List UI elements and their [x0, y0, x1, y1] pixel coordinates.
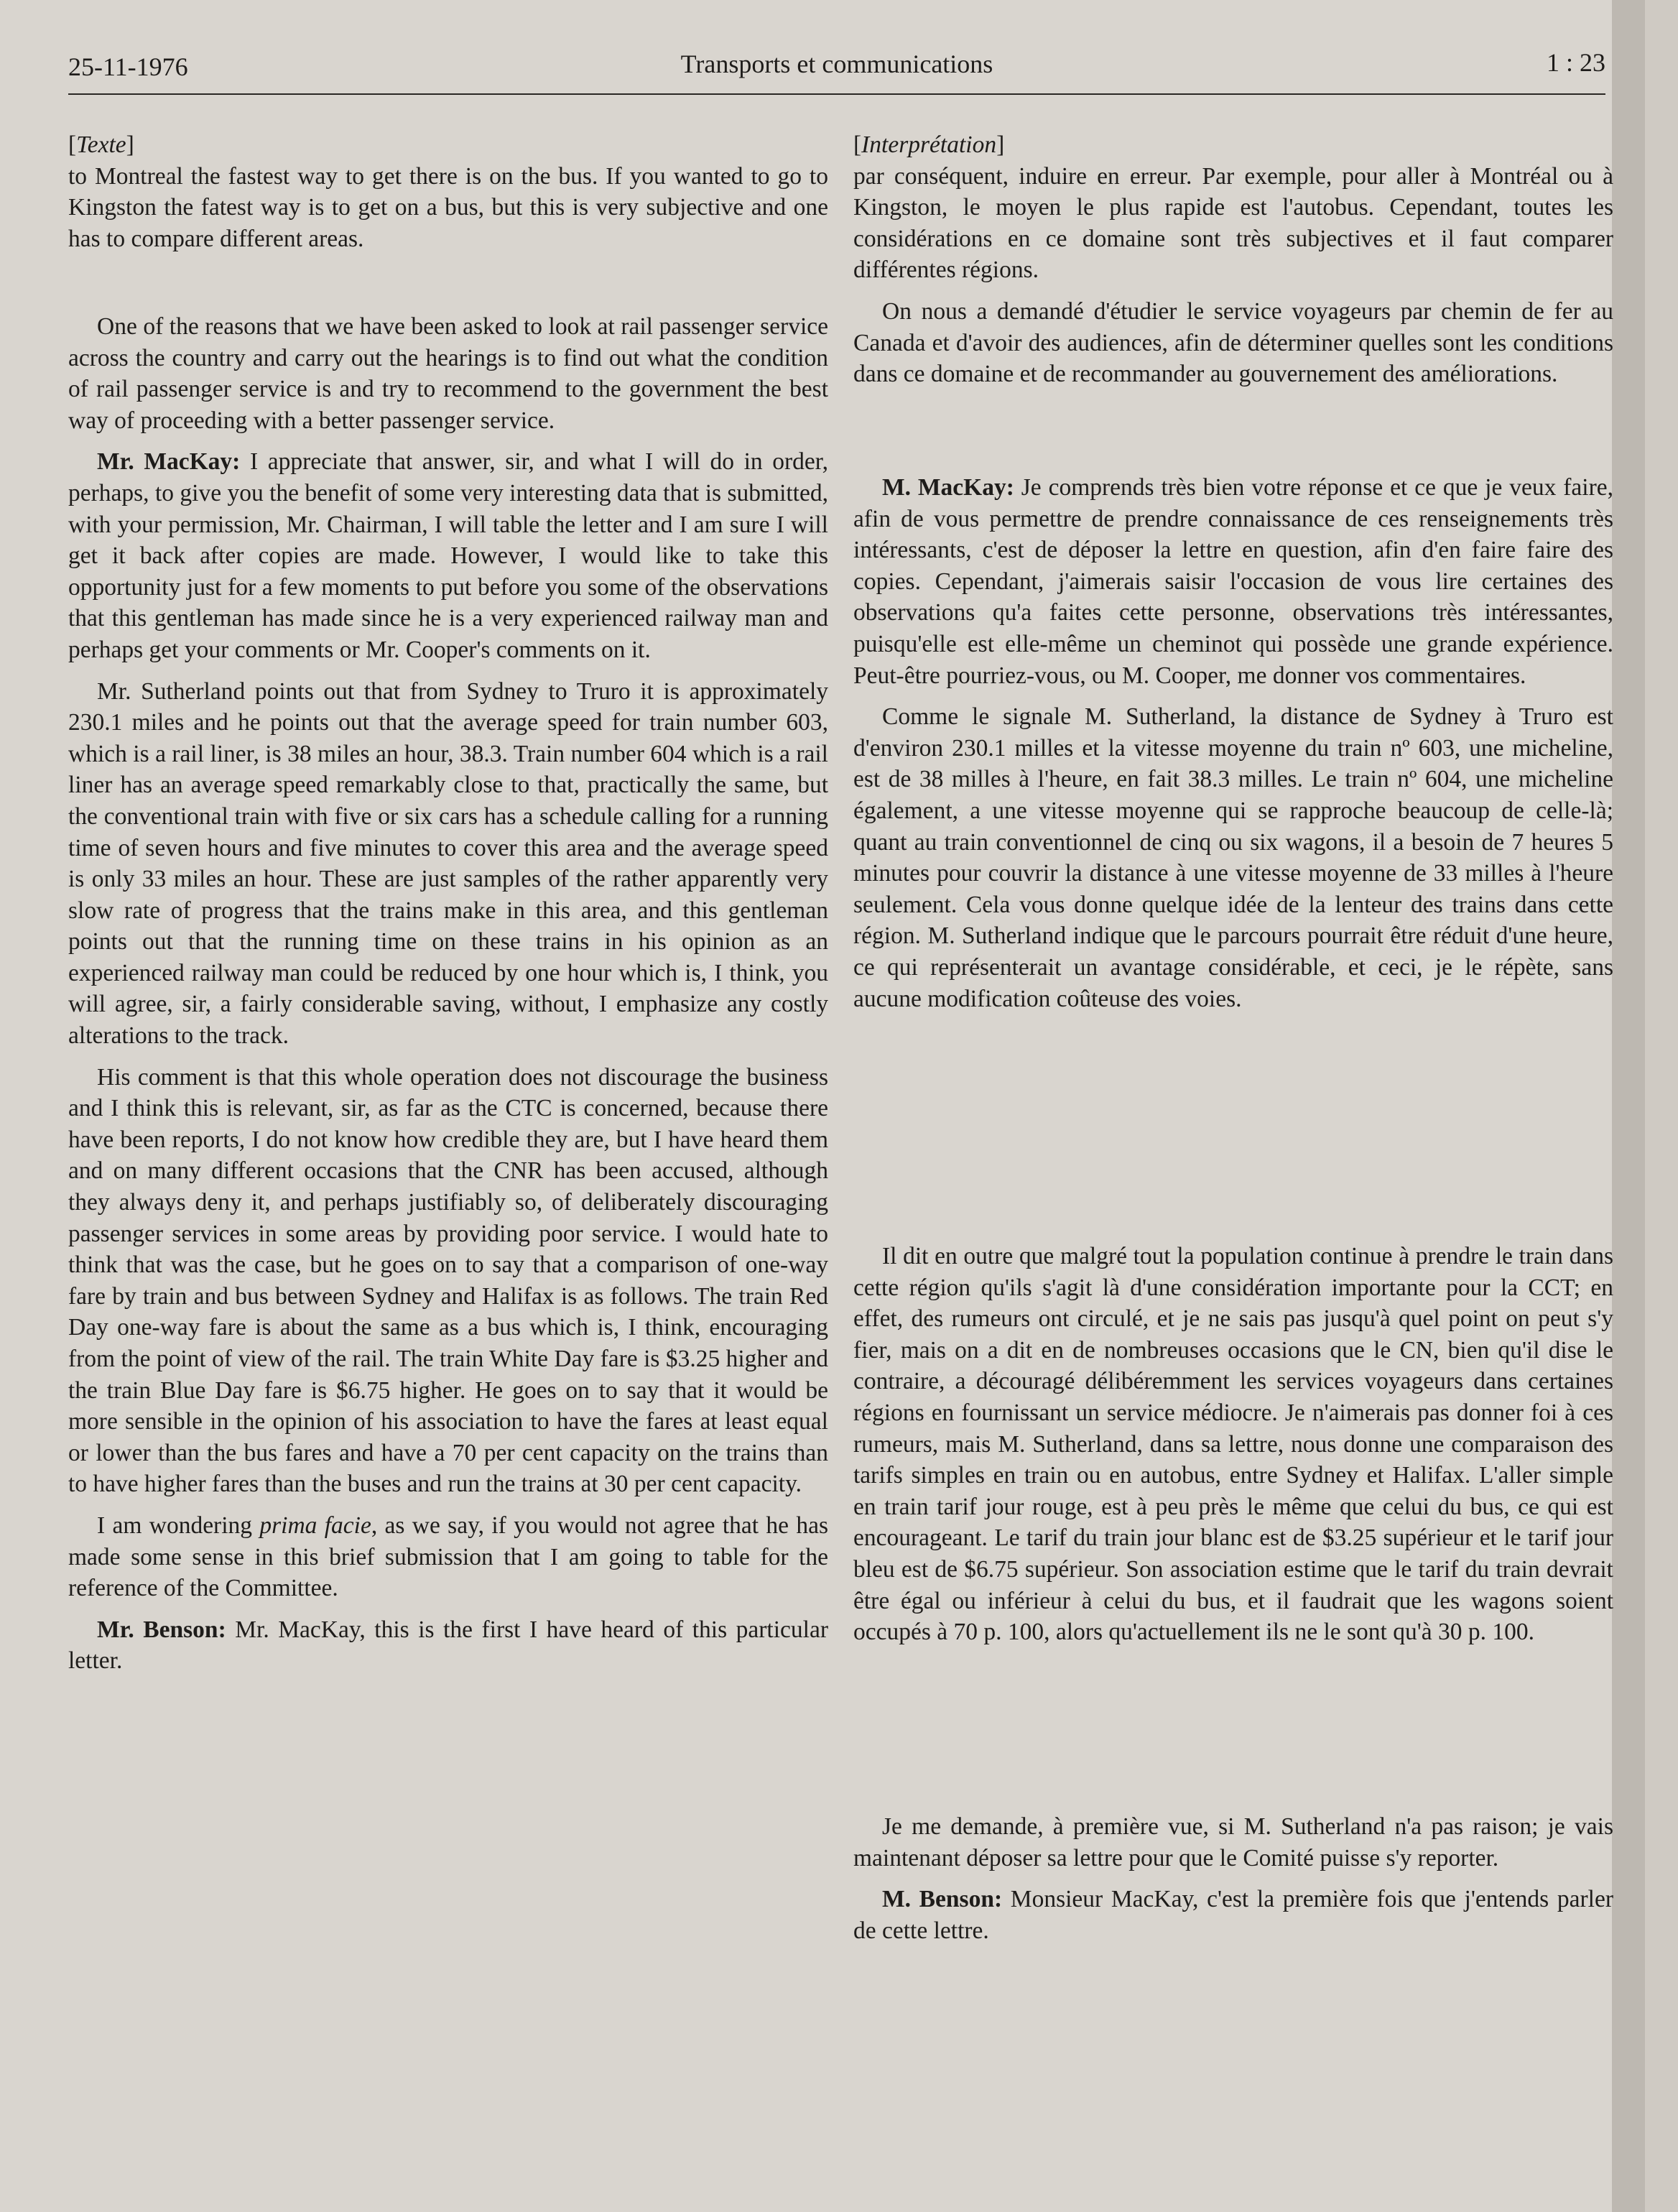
header-title: Transports et communications — [680, 50, 993, 78]
paragraph: to Montreal the fastest way to get there is on the bus. If you wanted to go to Kingston the fatest way is to get on a bus, but this is very subjective and one has to compare different areas. — [68, 162, 828, 252]
label-text: Interprétation — [861, 131, 997, 158]
paragraph — [853, 1884, 1613, 1946]
section-label: [Interprétation] — [853, 131, 1005, 158]
italic-phrase: prima facie — [259, 1512, 371, 1539]
paragraph: His comment is that this whole operation does not discourage the business and I think this is relevant, sir, as far as the CTC is concerned, because there have been reports, I do not know how credible they are, but I have heard them and on many different occasions that the CNR has been accused, although they always deny it, and perhaps justifiably so, of deliberately discouraging passenger services in some areas by providing poor service. I would hate to think that was the case, but he goes on to say that a comparison of one-way fare by train and bus between Sydney and Halifax is as follows. The train Red Day one-way fare is about the same as a bus which is, I think, encouraging from the point of view of the rail. The train White Day fare is $3.25 higher and the train Blue Day fare is $6.75 higher. He goes on to say that it would be more sensible in the opinion of his association to have the fares at least equal or lower than the bus fares and have a 70 per cent capacity on the trains than to have higher fares than the buses and run the trains at 30 per cent capacity. — [68, 1063, 828, 1498]
paragraph: On nous a demandé d'étudier le service voyageurs par chemin de fer au Canada et d'avoir des audiences, afin de déterminer quelles sont les conditions dans ce domaine et de recommander au gouvernement des améliorations. — [853, 297, 1613, 388]
column-french — [853, 129, 1613, 390]
speech-text: Je comprends très bien votre réponse et ce que je veux faire, afin de vous permettre de prendre connaissance de ces renseignements très intéressants, c'est de déposer la lettre en question, afin d'en faire faire des copies. Cependant, j'aimerais saisir l'occasion de vous lire certaines des observations qu'a faites cette personne, observations très intéressantes, puisqu'elle est elle-même un cheminot qui possède une grande expérience. Peut-être pourriez-vous, ou M. Cooper, me donner vos commentaires. — [853, 474, 1613, 689]
running-header — [68, 45, 1605, 95]
page-edge — [1612, 0, 1645, 2212]
speaker-name: M. MacKay: — [882, 474, 1014, 501]
speaker-name: Mr. Benson: — [97, 1616, 226, 1643]
paragraph: One of the reasons that we have been asked to look at rail passenger service across the country and carry out the hearings is to find out what the condition of rail passenger service is and try to recommend to the government the best way of proceeding with a better passenger service. — [68, 313, 828, 434]
column-french-p6 — [853, 1811, 1613, 1946]
paragraph — [68, 1510, 828, 1604]
header-date: 25-11-1976 — [68, 52, 188, 81]
speech-text: Mr. MacKay, this is the first I have heard of this particular letter. — [68, 1616, 828, 1675]
speaker-name: Mr. MacKay: — [97, 448, 241, 476]
paragraph: Je me demande, à première vue, si M. Sutherland n'a pas raison; je vais maintenant déposer sa lettre pour que le Comité puisse s'y reporter. — [853, 1813, 1613, 1871]
column-french-p5 — [853, 1241, 1613, 1648]
paragraph — [68, 446, 828, 665]
label-text: Texte — [76, 131, 126, 158]
header-rule — [68, 93, 1605, 95]
column-french-p3 — [853, 472, 1613, 1014]
text-run: I am wondering — [97, 1512, 260, 1539]
column-english — [68, 129, 828, 254]
speech-text: Monsieur MacKay, c'est la première fois que j'entends parler de cette lettre. — [853, 1886, 1613, 1944]
paragraph — [68, 1614, 828, 1677]
speech-text: I appreciate that answer, sir, and what I will do in order, perhaps, to give you the benefit of some very interesting data that is submitted, with your permission, Mr. Chairman, I will table the letter and I am sure I will get it back after copies are made. However, I would like to take this opportunity just for a few moments to put before you some of the observations that this gentleman has made since he is a very experienced railway man and perhaps get your comments or Mr. Cooper's comments on it. — [68, 448, 828, 663]
text-run: , as we say, if you would not agree that he has made some sense in this brief submission that I am going to table for the reference of the Committee. — [68, 1512, 828, 1602]
paragraph: Il dit en outre que malgré tout la population continue à prendre le train dans cette région qu'ils s'agit là d'une considération importante pour la CCT; en effet, des rumeurs ont circulé, et je ne sais pas jusqu'à quel point on peut s'y fier, mais on a dit en de nombreuses occasions que le CN, bien qu'il dise le contraire, a découragé délibéremment les services voyageurs dans certaines régions en fournissant un service médiocre. Je n'aimerais pas donner foi à ces rumeurs, mais M. Sutherland, dans sa lettre, nous donne une comparaison des tarifs simples en train ou en autobus, entre Sydney et Halifax. L'aller simple en train tarif jour rouge, est à peu près le même que celui du bus, ce qui est encourageant. Le tarif du train jour blanc est de $3.25 supérieur et le tarif jour bleu est de $6.75 supérieur. Son association estime que le tarif du train devrait être égal ou inférieur à celui du bus, et il faudrait que les wagons soient occupés à 70 p. 100, alors qu'actuellement ils ne le sont qu'à 30 p. 100. — [853, 1243, 1613, 1646]
paragraph: par conséquent, induire en erreur. Par exemple, pour aller à Montréal ou à Kingston, le moyen le plus rapide est l'autobus. Cependant, toutes les considérations en ce domaine sont très subjectives et il faut comparer différentes régions. — [853, 162, 1613, 284]
paragraph: Comme le signale M. Sutherland, la distance de Sydney à Truro est d'environ 230.1 milles et la vitesse moyenne du train nº 603, une micheline, est de 38 milles à l'heure, en fait 38.3 milles. Le train nº 604, une micheline également, a une vitesse moyenne qui se rapproche beaucoup de celle-là; quant au train conventionnel de cinq ou six wagons, il a besoin de 7 heures 5 minutes pour couvrir la distance à une vitesse moyenne de 33 milles à l'heure seulement. Cela vous donne quelque idée de la lenteur des trains dans cette région. M. Sutherland indique que le parcours pourrait être réduit d'une heure, ce qui représenterait un avantage considérable, et ceci, je le répète, sans aucune modification coûteuse des voies. — [853, 703, 1613, 1012]
column-english-cont — [68, 311, 828, 1677]
header-page-number: 1 : 23 — [1546, 48, 1605, 77]
section-label: [Texte] — [68, 131, 134, 158]
paragraph — [853, 472, 1613, 691]
speaker-name: M. Benson: — [882, 1886, 1003, 1913]
paragraph: Mr. Sutherland points out that from Sydney to Truro it is approximately 230.1 miles and he points out that the average speed for train number 603, which is a rail liner, is 38 miles an hour, 38.3. Train number 604 which is a rail liner has an average speed remarkably close to that, practically the same, but the conventional train with five or six cars has a schedule calling for a running time of seven hours and five minutes to cover this area and the average speed is only 33 miles an hour. These are just samples of the rather apparently very slow rate of progress that the trains make in this area, and this gentleman points out that the running time on these trains in his opinion as an experienced railway man could be reduced by one hour which is, I think, you will agree, sir, a fairly considerable saving, without, I emphasize any costly alterations to the track. — [68, 677, 828, 1050]
